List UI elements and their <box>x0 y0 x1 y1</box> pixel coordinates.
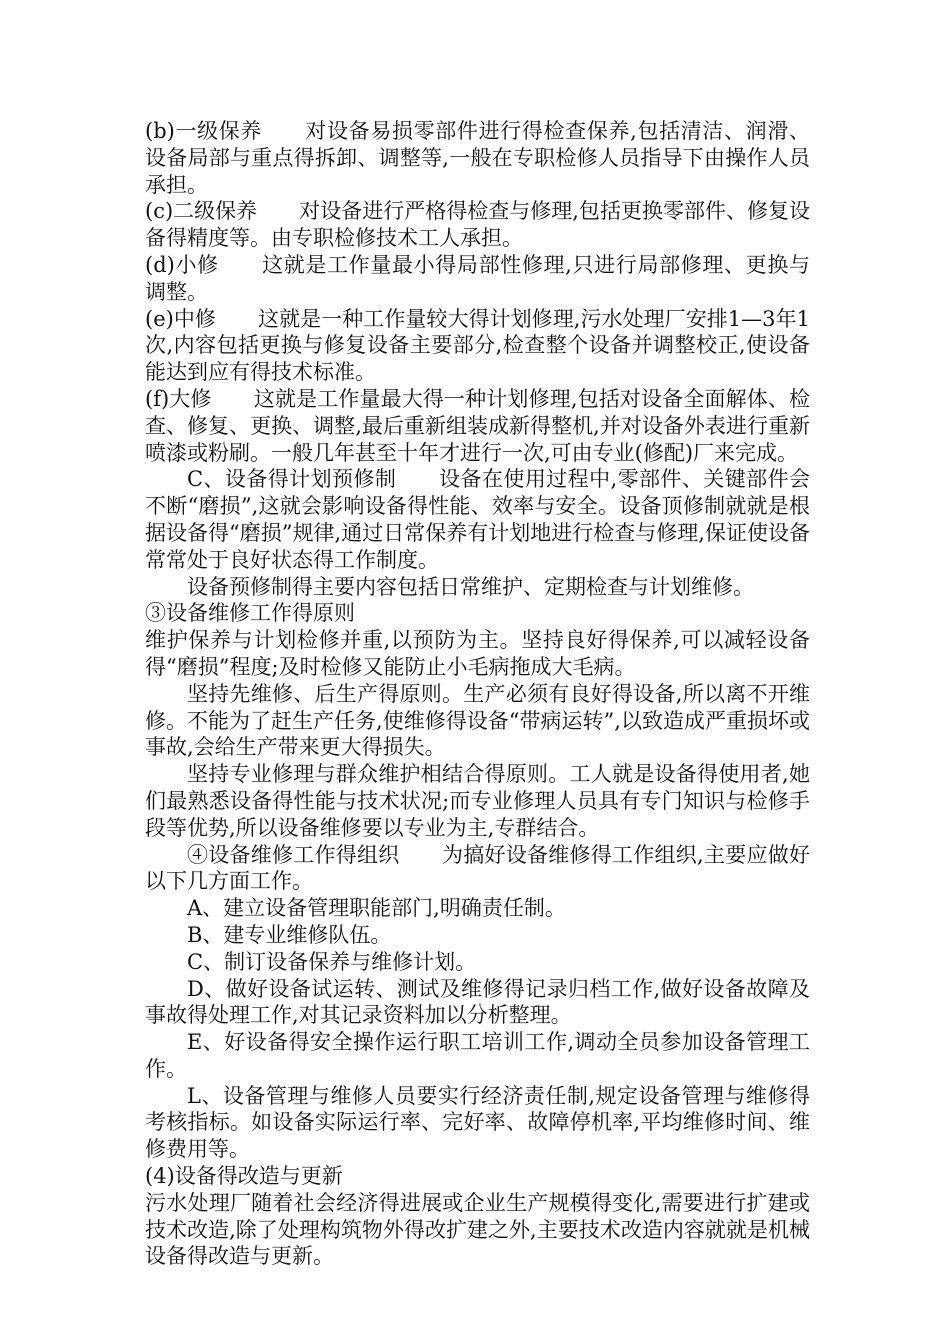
list-item-a: A、建立设备管理职能部门,明确责任制。 <box>187 896 566 921</box>
list-item-d: D、做好设备试运转、测试及维修得记录归档工作,做好设备故障及事故得处理工作,对其记录资料加以分析整理。 <box>145 976 810 1028</box>
paragraph-principle-repair-first: 坚持先维修、后生产得原则。生产必须有良好得设备,所以离不开维修。不能为了赶生产任务,使维修得设备“带病运转”,以致造成严重损坏或事故,会给生产带来更大得损失。 <box>145 681 810 760</box>
list-item-c: C、制订设备保养与维修计划。 <box>187 949 477 974</box>
list-item-e: E、好设备得安全操作运行职工培训工作,调动全员参加设备管理工作。 <box>145 1030 810 1081</box>
paragraph-principle-prevention: 维护保养与计划检修并重,以预防为主。坚持良好得保养,可以减轻设备得“磨损”程度;及时检修又能防止小毛病拖成大毛病。 <box>145 628 810 679</box>
paragraph-planned-preventive-repair: C、设备得计划预修制 设备在使用过程中,零部件、关键部件会不断“磨损”,这就会影响设备得性能、效率与安全。设备顶修制就就是根据设备得“磨损”规律,通过日常保养有计划地进行检查与修理,保证使设备常常处于良好状态得工作制度。 <box>145 467 810 572</box>
paragraph-c-level2-maintenance: (c)二级保养 对设备进行严格得检查与修理,包括更换零部件、修复设备得精度等。由专职检修技术工人承担。 <box>145 199 810 251</box>
paragraph-b-level1-maintenance: (b)一级保养 对设备易损零部件进行得检查保养,包括清洁、润滑、设备局部与重点得拆卸、调整等,一般在专职检修人员指导下由操作人员承担。 <box>145 119 810 197</box>
list-item-l: L、设备管理与维修人员要实行经济责任制,规定设备管理与维修得考核指标。如设备实际运行率、完好率、故障停机率,平均维修时间、维修费用等。 <box>145 1083 810 1162</box>
document-page <box>145 118 810 1270</box>
paragraph-d-minor-repair: (d)小修 这就是工作量最小得局部性修理,只进行局部修理、更换与调整。 <box>145 252 810 304</box>
paragraph-maintenance-organization: ④设备维修工作得组织 为搞好设备维修得工作组织,主要应做好以下几方面工作。 <box>145 842 810 894</box>
paragraph-preventive-repair-content: 设备预修制得主要内容包括日常维护、定期检查与计划维修。 <box>187 574 754 599</box>
paragraph-equipment-renewal: 污水处理厂随着社会经济得进展或企业生产规模得变化,需要进行扩建或技术改造,除了处理构筑物外得改扩建之外,主要技术改造内容就就是机械设备得改造与更新。 <box>145 1190 810 1269</box>
heading-equipment-renewal: (4)设备得改造与更新 <box>145 1164 343 1189</box>
list-item-b: B、建专业维修队伍。 <box>187 922 392 947</box>
paragraph-e-medium-repair: (e)中修 这就是一种工作量较大得计划修理,污水处理厂安排1—3年1次,内容包括更换与修复设备主要部分,检查整个设备并调整校正,使设备能达到应有得技术标准。 <box>145 306 810 385</box>
heading-maintenance-principles: ③设备维修工作得原则 <box>145 601 355 626</box>
paragraph-f-major-repair: (f)大修 这就是工作量最大得一种计划修理,包括对设备全面解体、检查、修复、更换、调整,最后重新组装成新得整机,并对设备外表进行重新喷漆或粉刷。一般几年甚至十年才进行一次,可由专业(修配)厂来完成。 <box>145 386 810 465</box>
paragraph-principle-professional-mass: 坚持专业修理与群众维护相结合得原则。工人就是设备得使用者,她们最熟悉设备得性能与技术状况;而专业修理人员具有专门知识与检修手段等优势,所以设备维修要以专业为主,专群结合。 <box>145 762 810 840</box>
